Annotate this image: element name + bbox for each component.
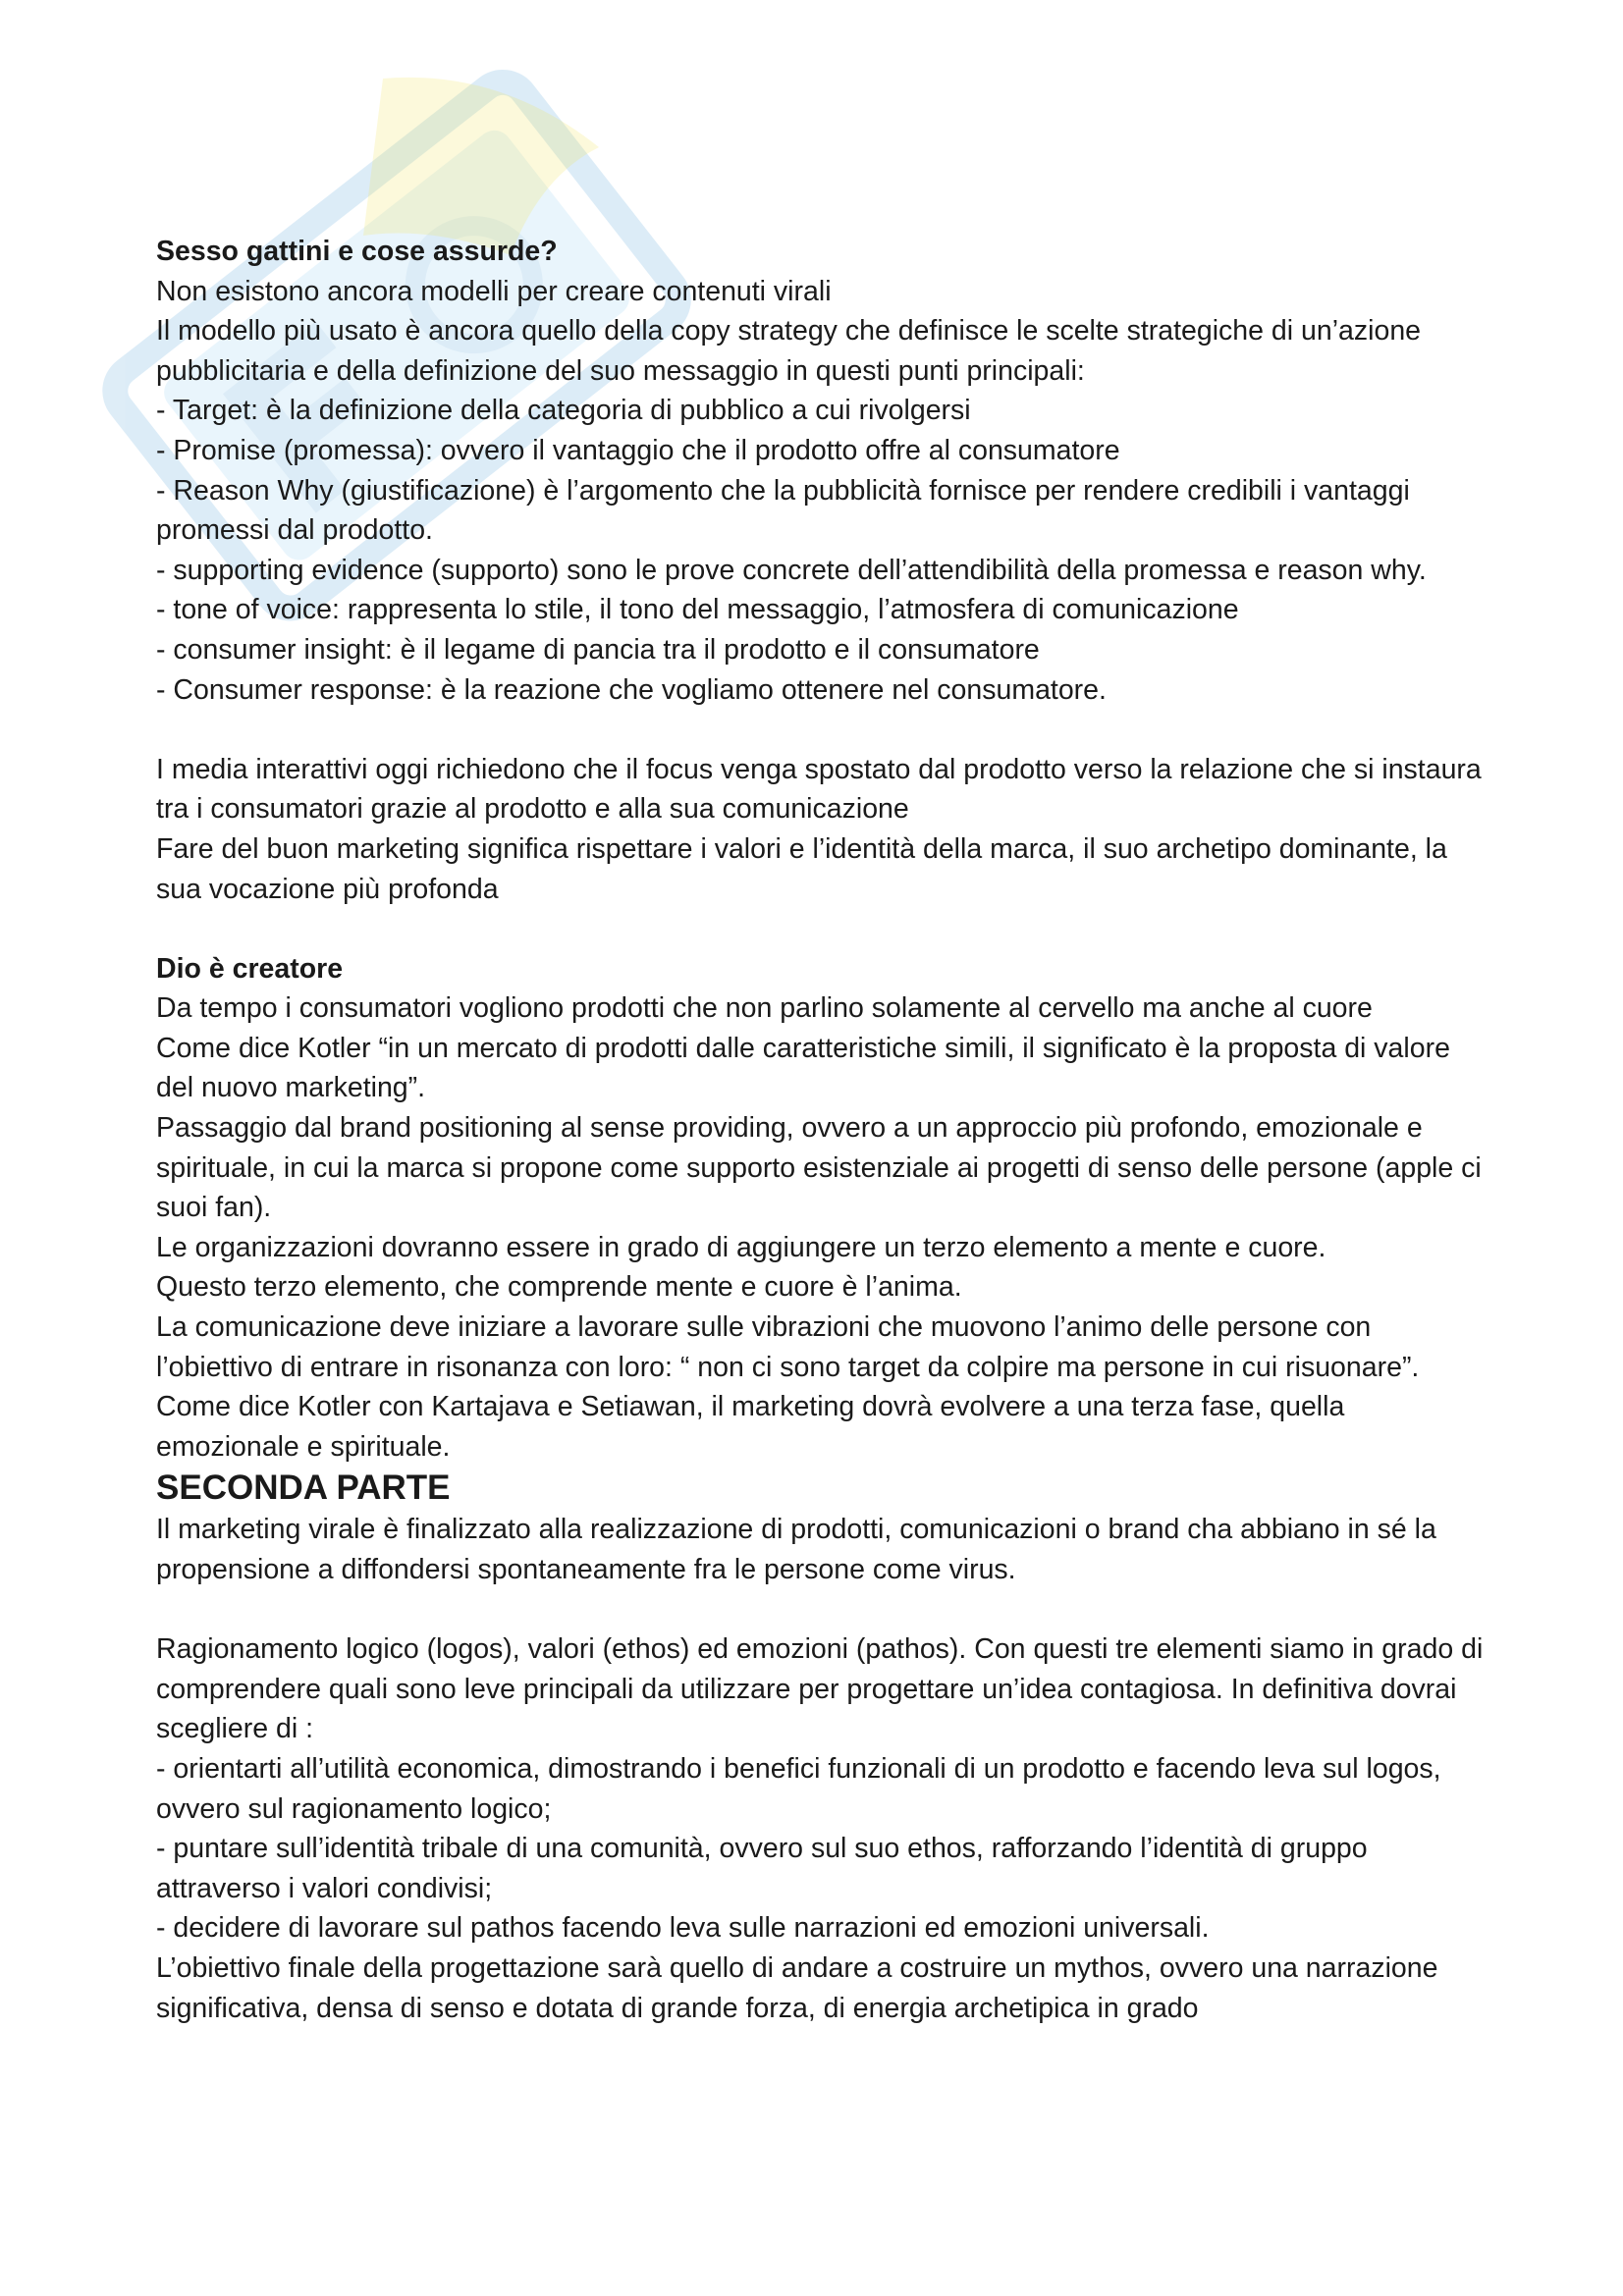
list-item: - Reason Why (giustificazione) è l’argomento che la pubblicità fornisce per rendere credibili i vantaggi promessi dal prodotto.: [156, 474, 1410, 547]
list-item: - Target: è la definizione della categoria di pubblico a cui rivolgersi: [156, 395, 971, 427]
list-item: - consumer insight: è il legame di pancia tra il prodotto e il consumatore: [156, 633, 1040, 666]
paragraph-line: Non esistono ancora modelli per creare contenuti virali: [156, 275, 832, 307]
section-heading: Sesso gattini e cose assurde?: [156, 236, 558, 267]
paragraph-line: Fare del buon marketing significa rispettare i valori e l’identità della marca, il suo archetipo dominante, la sua vocazione più profonda: [156, 832, 1447, 905]
paragraph-line: Il marketing virale è finalizzato alla realizzazione di prodotti, comunicazioni o brand cha abbiano in sé la propensione a diffondersi spontaneamente fra le persone come virus.: [156, 1514, 1436, 1585]
section-dio-creatore: [156, 949, 1491, 1468]
paragraph-line: Questo terzo elemento, che comprende mente e cuore è l’anima.: [156, 1271, 962, 1304]
section-viral-content: [156, 232, 1491, 710]
paragraph-gap: [156, 710, 1491, 750]
list-item: - puntare sull’identità tribale di una comunità, ovvero sul suo ethos, rafforzando l’identità di gruppo attraverso i valori condivisi;: [156, 1833, 1368, 1904]
paragraph-line: Il modello più usato è ancora quello della copy strategy che definisce le scelte strategiche di un’azione pubblicitaria e della definizione del suo messaggio in questi punti principali:: [156, 315, 1422, 387]
list-item: - orientarti all’utilità economica, dimostrando i benefici funzionali di un prodotto e facendo leva sul logos, ovvero sul ragionamento logico;: [156, 1752, 1441, 1825]
list-item: - Consumer response: è la reazione che vogliamo ottenere nel consumatore.: [156, 673, 1107, 706]
section-seconda-parte: [156, 1467, 1491, 1589]
list-item: - tone of voice: rappresenta lo stile, il tono del messaggio, l’atmosfera di comunicazione: [156, 594, 1239, 626]
paragraph-line: I media interattivi oggi richiedono che il focus venga spostato dal prodotto verso la relazione che si instaura tra i consumatori grazie al prodotto e alla sua comunicazione: [156, 753, 1482, 826]
list-item: - supporting evidence (supporto) sono le prove concrete dell’attendibilità della promessa e reason why.: [156, 554, 1427, 586]
document-body: [156, 232, 1491, 2028]
list-item: - Promise (promessa): ovvero il vantaggio che il prodotto offre al consumatore: [156, 434, 1120, 466]
list-item: - decidere di lavorare sul pathos facendo leva sulle narrazioni ed emozioni universali.: [156, 1912, 1210, 1945]
paragraph-line: Passaggio dal brand positioning al sense providing, ovvero a un approccio più profondo, emozionale e spirituale, in cui la marca si propone come supporto esistenziale ai progetti di senso delle persone (apple ci suoi fan).: [156, 1112, 1482, 1224]
paragraph-line: Le organizzazioni dovranno essere in grado di aggiungere un terzo elemento a mente e cuore.: [156, 1231, 1326, 1263]
paragraph-line: La comunicazione deve iniziare a lavorare sulle vibrazioni che muovono l’animo delle persone con l’obiettivo di entrare in risonanza con loro: “ non ci sono target da colpire ma persone in cui risuonare”. Come dice Kotler con Kartajava e Setiawan, il marketing dovrà evolvere a una terza fase, quella emozionale e spirituale.: [156, 1311, 1420, 1463]
section-logos-ethos-pathos: [156, 1629, 1491, 2028]
paragraph-line: Ragionamento logico (logos), valori (ethos) ed emozioni (pathos). Con questi tre elementi siamo in grado di comprendere quali sono leve principali da utilizzare per progettare un’idea contagiosa. In definitiva dovrai scegliere di :: [156, 1633, 1484, 1745]
part-heading: SECONDA PARTE: [156, 1468, 451, 1508]
paragraph-gap: [156, 1590, 1491, 1630]
section-interactive-media: [156, 750, 1491, 909]
section-heading: Dio è creatore: [156, 952, 344, 985]
paragraph-line: Da tempo i consumatori vogliono prodotti che non parlino solamente al cervello ma anche al cuore: [156, 992, 1373, 1025]
paragraph-line: L’obiettivo finale della progettazione sarà quello di andare a costruire un mythos, ovvero una narrazione significativa, densa di senso e dotata di grande forza, di energia archetipica in grado: [156, 1951, 1438, 2024]
paragraph-line: Come dice Kotler “in un mercato di prodotti dalle caratteristiche simili, il significato è la proposta di valore del nuovo marketing”.: [156, 1032, 1450, 1104]
paragraph-gap: [156, 909, 1491, 949]
